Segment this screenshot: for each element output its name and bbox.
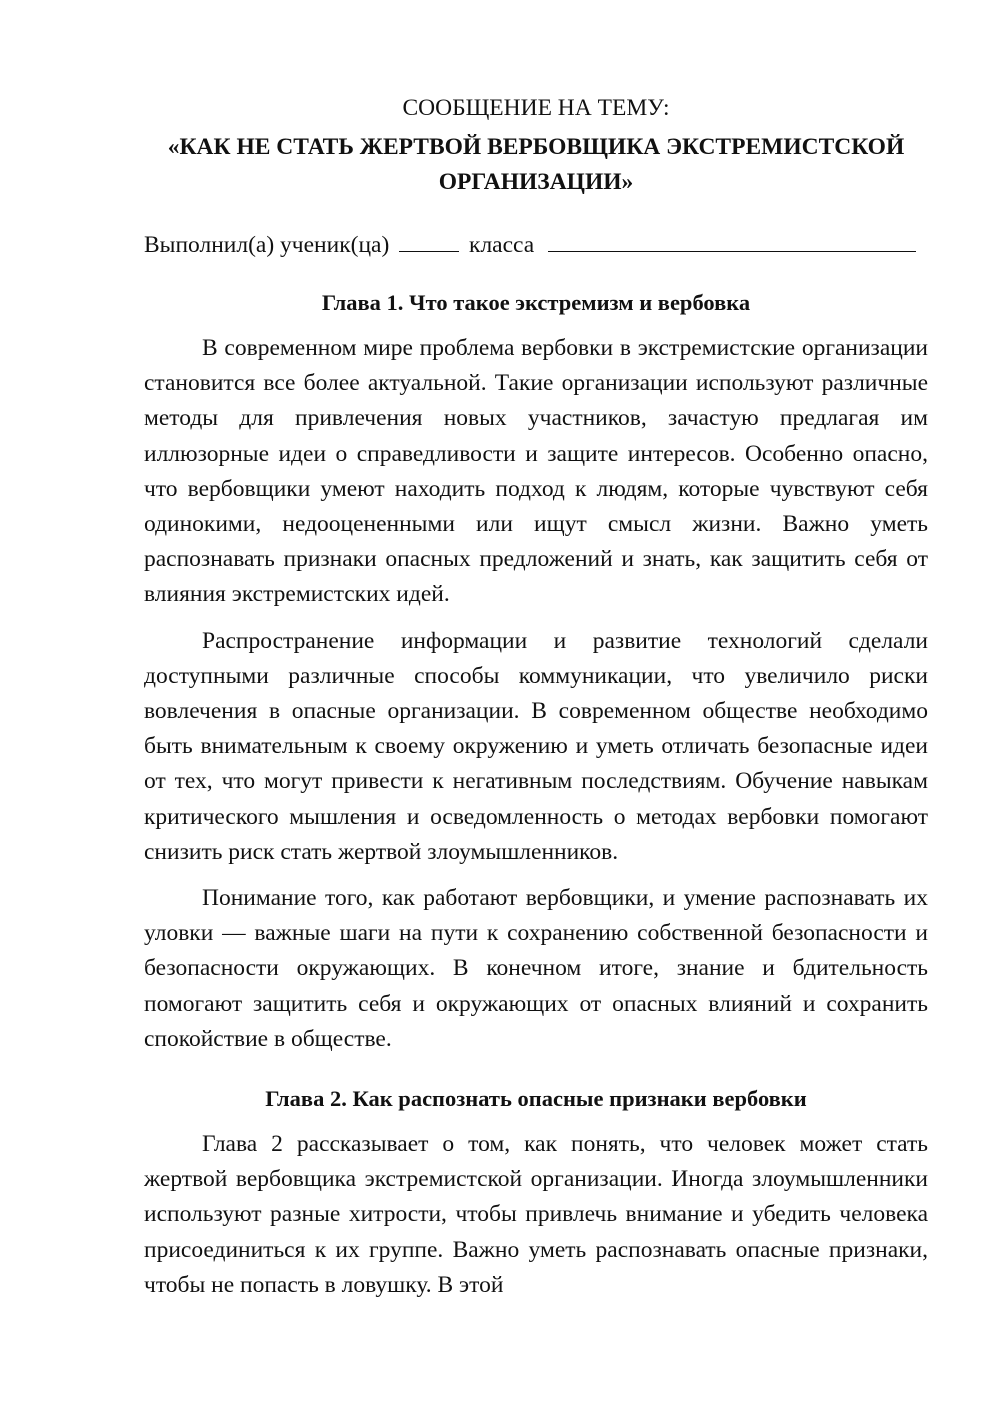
chapter1-title: Глава 1. Что такое экстремизм и вербовка xyxy=(321,290,751,315)
class-label: класса xyxy=(469,232,535,258)
class-number-blank xyxy=(399,233,459,252)
chapter1-paragraph: Распространение информации и развитие технологий сделали доступными различные способы коммуникации, что увеличило риски вовлечения в опасные организации. В современном обществе необходимо быть внимательным к своему окружению и уметь отличать безопасные идеи от тех, что могут привести к негативным последствиям. Обучение навыкам критического мышления и осведомленность о методах вербовки помогают снизить риск стать жертвой злоумышленников. xyxy=(144,627,928,865)
document-title xyxy=(144,130,928,200)
document-title-line2: ОРГАНИЗАЦИИ» xyxy=(438,169,634,195)
chapter2-paragraph: Глава 2 рассказывает о том, как понять, что человек может стать жертвой вербовщика экстремистской организации. Иногда злоумышленники используют разные хитрости, чтобы привлечь внимание и убедить человека присоединиться к их группе. Важно уметь распознавать опасные признаки, чтобы не попасть в ловушку. В этой xyxy=(144,1131,928,1298)
document-heading: СООБЩЕНИЕ НА ТЕМУ: xyxy=(402,95,670,121)
chapter1-paragraph: Понимание того, как работают вербовщики, и умение распознавать их уловки — важные шаги на пути к сохранению собственной безопасности и безопасности окружающих. В конечном итоге, знание и бдительность помогают защитить себя и окружающих от опасных влияний и сохранить спокойствие в обществе. xyxy=(144,885,928,1052)
document-page xyxy=(144,88,928,1303)
chapter2-title: Глава 2. Как распознать опасные признаки вербовки xyxy=(265,1086,807,1112)
document-title-line1: «КАК НЕ СТАТЬ ЖЕРТВОЙ ВЕРБОВЩИКА ЭКСТРЕМИСТСКОЙ xyxy=(167,134,905,160)
author-line xyxy=(144,228,928,263)
student-name-blank xyxy=(548,233,916,252)
chapter1-paragraph: В современном мире проблема вербовки в экстремистские организации становится все более актуальной. Такие организации используют различные методы для привлечения новых участников, зачастую предлагая им иллюзорные идеи о справедливости и защите интересов. Особенно опасно, что вербовщики умеют находить подход к людям, которые чувствуют себя одинокими, недооцененными или ищут смысл жизни. Важно уметь распознавать признаки опасных предложений и знать, как защитить себя от влияния экстремистских идей. xyxy=(144,335,928,608)
performed-by-label: Выполнил(а) ученик(ца) xyxy=(144,232,390,258)
